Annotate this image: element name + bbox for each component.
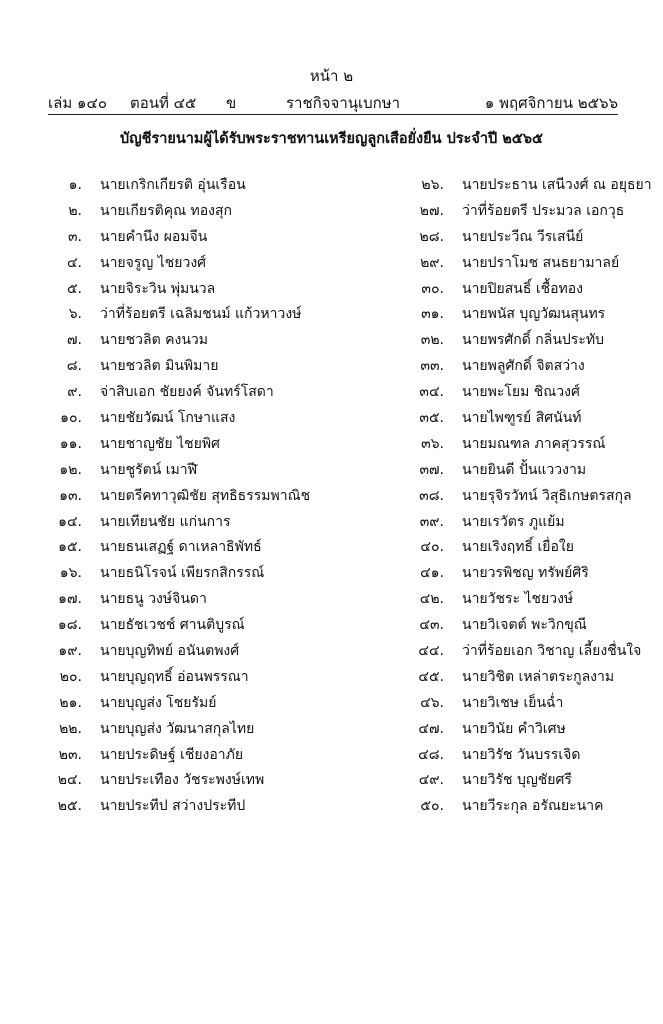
item-number: ๑๒. <box>59 461 82 478</box>
list-item <box>362 562 662 588</box>
recipient-name: นายตรีคทาวุฒิชัย สุทธิธรรมพาณิช <box>100 487 311 504</box>
list-item <box>362 278 662 304</box>
recipient-name: นายชูรัตน์ เมาฬี <box>100 461 198 478</box>
item-number: ๑. <box>68 177 82 193</box>
header-divider <box>48 114 618 115</box>
left-column <box>0 174 311 821</box>
item-number: ๔๗. <box>418 720 444 737</box>
recipient-name: นายประธาน เสนีวงศ์ ณ อยุธยา <box>462 177 652 193</box>
recipient-name: นายวรพิชญ ทรัพย์ศิริ <box>462 565 589 582</box>
list-item <box>362 718 662 744</box>
list-item <box>362 769 662 795</box>
page-number: หน้า ๒ <box>309 67 354 85</box>
list-item <box>362 200 662 226</box>
item-number: ๓๖. <box>421 435 444 452</box>
recipient-name: ว่าที่ร้อยตรี ประมวล เอกวุธ <box>462 202 625 219</box>
item-number: ๓๒. <box>420 332 444 349</box>
recipient-name: ว่าที่ร้อยตรี เฉลิมชนม์ แก้วหาวงษ์ <box>100 306 302 323</box>
recipient-name: นายวิรัช บุญชัยศรี <box>462 772 572 789</box>
item-number: ๗. <box>67 332 82 349</box>
recipient-name: นายเรวัตร ภูแย้ม <box>462 513 565 530</box>
recipient-name: นายวิเจตต์ พะวิกขุณี <box>462 617 587 634</box>
recipient-name: นายวีระกุล อรัณยะนาค <box>462 798 604 815</box>
list-item <box>0 200 300 226</box>
item-number: ๒๓. <box>58 746 82 763</box>
recipient-name: นายวิชิต เหล่าตระกูลงาม <box>462 668 615 685</box>
recipient-name: นายประทีป สว่างประทีป <box>100 798 246 815</box>
list-item <box>362 459 662 485</box>
list-item <box>0 744 300 770</box>
item-number: ๔๓. <box>419 617 444 634</box>
list-item <box>0 433 300 459</box>
part-label: ข <box>226 94 237 112</box>
recipient-name: นายประดิษฐ์ เชียงอาภัย <box>100 746 244 763</box>
list-item <box>362 666 662 692</box>
item-number: ๒๗. <box>419 202 444 219</box>
recipient-name: นายประเทือง วัชระพงษ์เทพ <box>100 772 265 789</box>
recipient-name: นายปิยสนธิ์ เชื้อทอง <box>462 280 584 297</box>
item-number: ๔๘. <box>418 746 444 763</box>
gazette-header <box>48 92 618 114</box>
item-number: ๑๕. <box>58 539 82 556</box>
list-item <box>0 381 300 407</box>
list-item <box>362 640 662 666</box>
recipient-name: นายไพฑูรย์ สิศนันท์ <box>462 410 582 427</box>
list-item <box>0 692 300 718</box>
list-item <box>0 407 300 433</box>
list-item <box>0 614 300 640</box>
item-number: ๑๘. <box>57 617 82 634</box>
recipient-name: นายพลูศักดิ์ จิตสว่าง <box>462 358 585 375</box>
item-number: ๑๙. <box>58 643 82 660</box>
item-number: ๒๘. <box>419 228 444 245</box>
recipient-name: นายปราโมช สนธยามาลย์ <box>462 254 620 271</box>
list-item <box>0 252 300 278</box>
item-number: ๑๓. <box>59 487 82 504</box>
recipient-name: นายบุญฤทธิ์ อ่อนพรรณา <box>100 668 249 685</box>
list-item <box>0 666 300 692</box>
recipient-name: นายวิรัช วันบรรเจิด <box>462 746 581 763</box>
item-number: ๕. <box>66 280 82 297</box>
recipient-name: นายประวีณ วีรเสนีย์ <box>462 228 584 245</box>
item-number: ๒๙. <box>420 254 444 271</box>
list-item <box>362 381 662 407</box>
item-number: ๓๘. <box>419 487 444 504</box>
recipient-name: นายธัชเวชช์ ศานติบูรณ์ <box>100 617 245 634</box>
recipient-name: นายชัยวัฒน์ โกษาแสง <box>100 410 236 427</box>
volume-label: เล่ม ๑๔๐ <box>48 94 108 112</box>
list-item <box>0 769 300 795</box>
item-number: ๑๑. <box>59 435 82 452</box>
list-item <box>362 226 662 252</box>
recipient-name: นายเกริกเกียรติ อุ่นเรือน <box>100 177 246 193</box>
item-number: ๒๔. <box>57 772 82 789</box>
item-number: ๑๗. <box>58 591 82 608</box>
recipient-name: นายพะโยม ชิณวงศ์ <box>462 384 580 401</box>
list-item <box>0 303 300 329</box>
list-item <box>362 588 662 614</box>
item-number: ๔๕. <box>418 668 444 685</box>
item-number: ๒. <box>68 202 82 219</box>
item-number: ๕๐. <box>420 798 444 815</box>
item-number: ๓๕. <box>419 410 444 427</box>
list-item <box>0 278 300 304</box>
list-item <box>0 640 300 666</box>
list-item <box>0 355 300 381</box>
list-item <box>362 355 662 381</box>
item-number: ๔๐. <box>420 539 444 556</box>
recipient-name: นายยินดี ปั้นแววงาม <box>462 461 587 478</box>
list-item <box>362 692 662 718</box>
gazette-name: ราชกิจจานุเบกษา <box>286 94 401 112</box>
right-column <box>362 174 662 821</box>
item-number: ๑๖. <box>59 565 82 582</box>
item-number: ๖. <box>68 306 82 323</box>
list-item <box>362 174 662 200</box>
list-item <box>362 252 662 278</box>
item-number: ๔๒. <box>419 591 444 608</box>
item-number: ๔๔. <box>418 643 444 660</box>
recipient-name: นายคำนึง ผอมจีน <box>100 228 208 245</box>
item-number: ๒๕. <box>57 798 82 815</box>
recipient-name: นายเริงฤทธิ์ เยื่อใย <box>462 539 574 556</box>
item-number: ๑๔. <box>58 513 82 530</box>
item-number: ๓๗. <box>419 461 444 478</box>
recipient-name: นายธนิโรจน์ เพียรกสิกรรณ์ <box>100 565 265 582</box>
recipient-name: นายวินัย คำวิเศษ <box>462 720 566 737</box>
item-number: ๒๖. <box>421 177 444 193</box>
recipient-name: นายพรศักดิ์ กลิ่นประทับ <box>462 332 604 349</box>
list-item <box>0 536 300 562</box>
item-number: ๓๐. <box>421 280 444 297</box>
recipient-name: นายชาญชัย ไชยพิศ <box>100 435 220 452</box>
item-number: ๒๐. <box>59 668 82 685</box>
recipient-name: นายชวลิต คงนวม <box>100 332 208 349</box>
item-number: ๒๒. <box>59 720 82 737</box>
item-number: ๓๓. <box>420 358 444 375</box>
list-title: บัญชีรายนามผู้ได้รับพระราชทานเหรียญลูกเสือยั่งยืน ประจำปี ๒๕๖๕ <box>120 131 543 147</box>
recipient-name: นายรุจิรวัทน์ วิสุธิเกษตรสกุล <box>462 487 632 504</box>
item-number: ๙. <box>67 384 82 401</box>
list-item <box>0 718 300 744</box>
list-item <box>0 485 311 511</box>
item-number: ๔๑. <box>420 565 444 582</box>
recipient-name: นายวิเชษ เย็นฉ่ำ <box>462 694 564 711</box>
item-number: ๓๙. <box>419 513 444 530</box>
list-item <box>362 303 662 329</box>
item-number: ๓. <box>67 228 82 245</box>
recipient-name: นายมณฑล ภาคสุวรรณ์ <box>462 435 606 452</box>
recipient-name: นายบุญส่ง วัฒนาสกุลไทย <box>100 720 255 737</box>
recipient-name: นายชวลิต มินพิมาย <box>100 358 219 375</box>
recipient-name: จ่าสิบเอก ชัยยงค์ จันทร์โสดา <box>100 384 274 401</box>
list-item <box>362 795 662 821</box>
list-item <box>0 588 300 614</box>
recipient-name: นายธนู วงษ์จินดา <box>100 591 207 608</box>
list-item <box>362 536 662 562</box>
list-item <box>0 174 300 200</box>
item-number: ๘. <box>66 358 82 375</box>
recipient-name: นายเกียรติคุณ ทองสุก <box>100 202 233 219</box>
recipient-name: นายพนัส บุญวัฒนสุนทร <box>462 306 606 323</box>
list-item <box>0 329 300 355</box>
list-item <box>362 433 662 459</box>
section-label: ตอนที่ ๔๕ <box>130 94 197 112</box>
publication-date: ๑ พฤศจิกายน ๒๕๖๖ <box>484 94 618 112</box>
recipient-name: นายจิระวิน พุ่มนวล <box>100 280 216 297</box>
list-item <box>0 562 300 588</box>
item-number: ๓๔. <box>419 384 444 401</box>
recipient-name: นายธนเสฏฐ์ ดาเหลาธิพัทธ์ <box>100 539 262 556</box>
list-item <box>0 226 300 252</box>
item-number: ๔๙. <box>418 772 444 789</box>
list-item <box>0 795 300 821</box>
list-item <box>362 485 662 511</box>
list-item <box>0 459 300 485</box>
recipient-name: นายบุญทิพย์ อนันตพงศ์ <box>100 643 240 660</box>
item-number: ๔. <box>66 254 82 271</box>
item-number: ๔๖. <box>420 694 444 711</box>
recipient-name: นายบุญส่ง โชยรัมย์ <box>100 694 217 711</box>
recipient-name: นายเทียนชัย แก่นการ <box>100 513 231 530</box>
list-item <box>362 329 662 355</box>
recipient-name: นายจรูญ ไชยวงศ์ <box>100 254 207 271</box>
item-number: ๑๐. <box>60 410 82 427</box>
list-item <box>362 614 662 640</box>
list-item <box>362 744 662 770</box>
item-number: ๒๑. <box>59 694 82 711</box>
list-item <box>362 407 662 433</box>
list-item <box>0 511 300 537</box>
item-number: ๓๑. <box>421 306 444 323</box>
list-item <box>362 511 662 537</box>
recipient-name: นายวัชระ ไชยวงษ์ <box>462 591 574 608</box>
recipient-name: ว่าที่ร้อยเอก วิชาญ เลี้ยงชื่นใจ <box>462 643 642 660</box>
